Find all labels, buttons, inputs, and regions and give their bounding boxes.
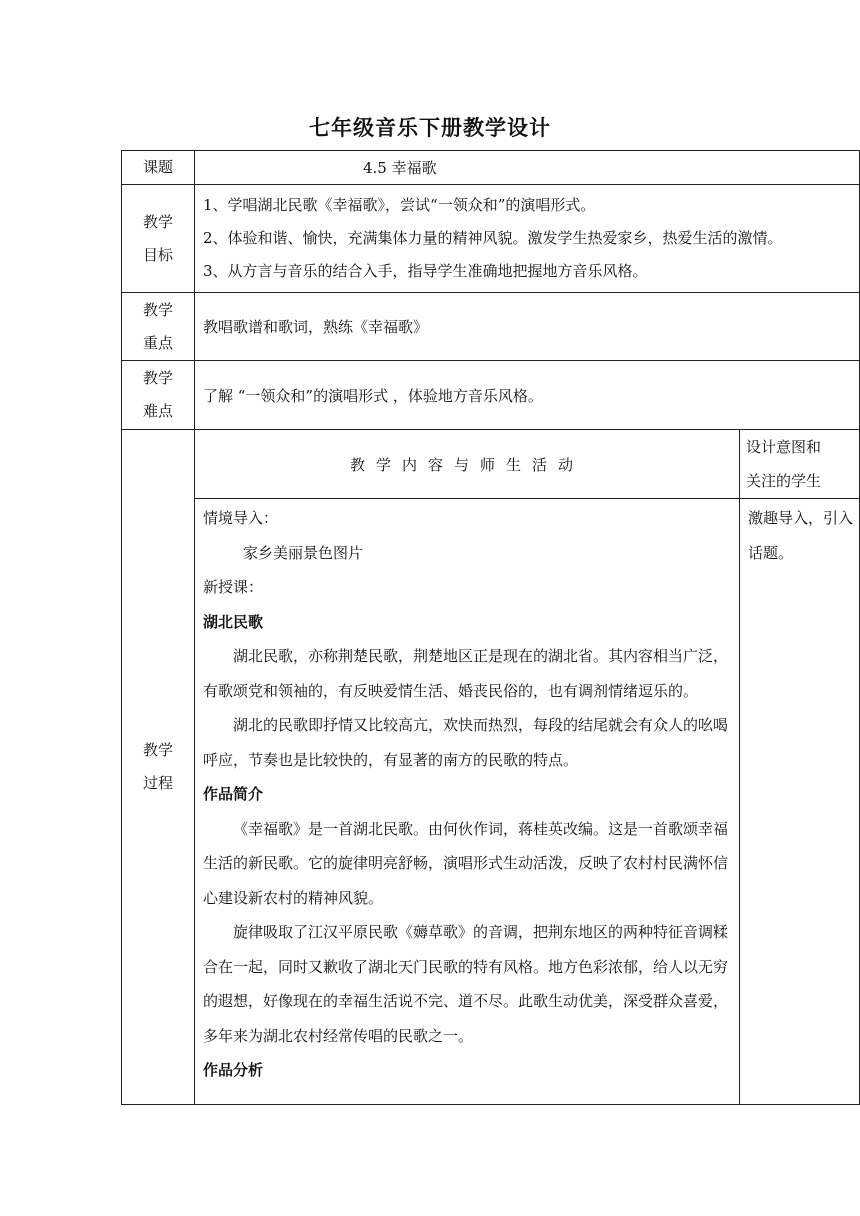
design-note: 激趣导入，引入话题。: [740, 499, 860, 1105]
topic-label: 课题: [122, 151, 195, 185]
goal-item: 2、体验和谐、愉快，充满集体力量的精神风貌。激发学生热爱家乡，热爱生活的激情。: [203, 229, 783, 247]
paragraph: 旋律吸取了江汉平原民歌《薅草歌》的音调，把荆东地区的两种特征音调糅合在一起，同时又歉收了湖北天门民歌的特有风格。地方色彩浓郁，给人以无穷的遐想，好像现在的幸福生活说不完、道不尽。此歌生动优美，深受群众喜爱，多年来为湖北农村经常传唱的民歌之一。: [203, 923, 729, 1045]
goals-row: [122, 185, 860, 293]
section-heading: 湖北民歌: [203, 612, 264, 631]
intro-item: 家乡美丽景色图片: [243, 543, 364, 562]
goals-label-line1: 教学: [142, 212, 173, 231]
paragraph: 湖北的民歌即抒情又比较高亢，欢快而热烈，每段的结尾就会有众人的吆喝呼应，节奏也是比较快的，有显著的南方的民歌的特点。: [203, 716, 729, 769]
key-label-line2: 重点: [142, 333, 173, 352]
new-lesson-label: 新授课：: [203, 578, 264, 596]
key-row: [122, 293, 860, 361]
section-heading: 作品分析: [203, 1061, 264, 1079]
process-label-line2: 过程: [142, 774, 173, 792]
key-text: 教唱歌谱和歌词，熟练《幸福歌》: [195, 293, 860, 361]
design-header-line1: 设计意图和: [746, 438, 822, 456]
goal-item: 3、从方言与音乐的结合入手，指导学生准确地把握地方音乐风格。: [203, 262, 648, 280]
goals-content: [195, 185, 860, 293]
difficulty-label-line2: 难点: [142, 402, 173, 420]
difficulty-label-line1: 教学: [142, 369, 173, 387]
key-label-line1: 教学: [142, 300, 173, 319]
goals-label: [122, 185, 195, 293]
section-heading: 作品简介: [203, 785, 264, 803]
process-content: [195, 499, 740, 1105]
process-body-row: [122, 499, 860, 1105]
topic-row: [122, 151, 860, 185]
process-label: [122, 430, 195, 1105]
paragraph: 湖北民歌，亦称荆楚民歌，荆楚地区正是现在的湖北省。其内容相当广泛，有歌颂党和领袖的，有反映爱情生活、婚丧民俗的，也有调剂情绪逗乐的。: [203, 647, 729, 700]
difficulty-text: 了解 “一领众和”的演唱形式 ，体验地方音乐风格。: [195, 361, 860, 430]
content-header: 教学内容与师生活动: [195, 430, 740, 499]
process-label-line1: 教学: [142, 741, 173, 759]
difficulty-label: [122, 361, 195, 430]
document-title: 七年级音乐下册教学设计: [309, 116, 551, 140]
design-header-line2: 关注的学生: [746, 472, 822, 490]
lesson-plan-table: [121, 150, 860, 1105]
difficulty-row: [122, 361, 860, 430]
design-header: [740, 430, 860, 499]
paragraph: 《幸福歌》是一首湖北民歌。由何伙作词，蒋桂英改编。这是一首歌颂幸福生活的新民歌。它的旋律明亮舒畅，演唱形式生动活泼，反映了农村村民满怀信心建设新农村的精神风貌。: [203, 819, 729, 907]
goal-item: 1、学唱湖北民歌《幸福歌》，尝试“一领众和”的演唱形式。: [203, 196, 596, 214]
intro-label: 情境导入：: [203, 509, 279, 527]
goals-label-line2: 目标: [142, 245, 173, 264]
process-header-row: [122, 430, 860, 499]
key-label: [122, 293, 195, 361]
topic-value: 4.5 幸福歌: [195, 151, 860, 185]
